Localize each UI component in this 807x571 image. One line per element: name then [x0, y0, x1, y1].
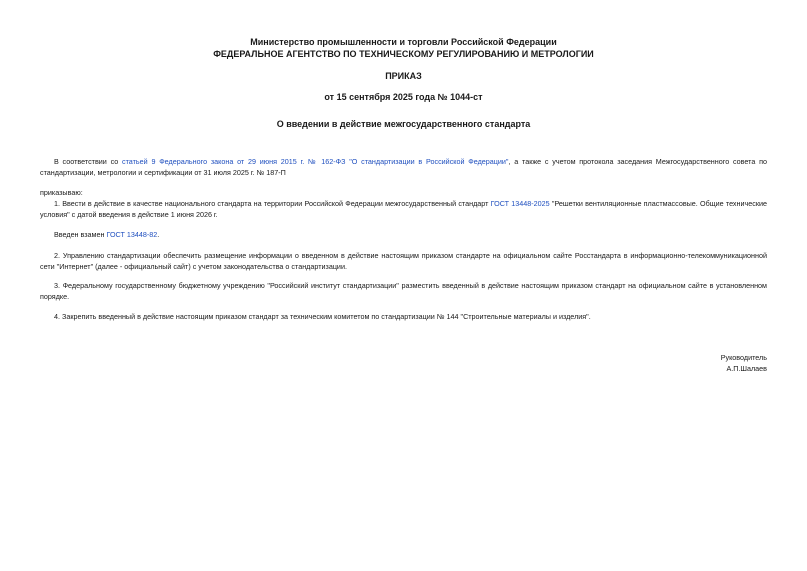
item-1-paragraph: [40, 198, 767, 220]
preamble-suffix: , а также с учетом протокола заседания Межгосударственного совета по стандартизации, метрологии и сертификации от 31 июля 2025 г. № 187-П: [40, 157, 767, 177]
signatory-title: Руководитель: [720, 353, 767, 362]
gost-13448-2025-link[interactable]: ГОСТ 13448-2025: [490, 199, 550, 208]
item-2-paragraph: 2. Управлению стандартизации обеспечить размещение информации о введенном в действие настоящим приказом стандарте на официальном сайте Росстандарта в информационно-телекоммуникационной сети "Интернет" (далее - официальный сайт) с учетом законодательства о стандартизации.: [40, 251, 767, 271]
gost-13448-82-link[interactable]: ГОСТ 13448-82: [106, 230, 158, 239]
order-subject: О введении в действие межгосударственного стандарта: [276, 119, 531, 129]
preamble-prefix: В соответствии со: [54, 157, 122, 166]
preamble-paragraph: [40, 156, 767, 178]
agency-name: ФЕДЕРАЛЬНОЕ АГЕНТСТВО ПО ТЕХНИЧЕСКОМУ РЕГУЛИРОВАНИЮ И МЕТРОЛОГИИ: [213, 49, 594, 59]
item-1-prefix: 1. Ввести в действие в качестве национального стандарта на территории Российской Федерации межгосударственный стандарт: [54, 199, 491, 208]
federal-law-link[interactable]: статьей 9 Федерального закона от 29 июня 2015 г. № 162-ФЗ "О стандартизации в Российской Федерации": [122, 157, 509, 166]
orders-word: приказываю:: [40, 188, 83, 197]
item-4-paragraph: 4. Закрепить введенный в действие настоящим приказом стандарт за техническим комитетом по стандартизации № 144 "Строительные материалы и изделия".: [54, 312, 591, 321]
ministry-name: Министерство промышленности и торговли Российской Федерации: [250, 37, 557, 47]
replaced-prefix: Введен взамен: [54, 230, 107, 239]
signatory-name: А.П.Шалаев: [726, 364, 767, 373]
document-type: ПРИКАЗ: [385, 71, 422, 81]
replaced-suffix: .: [157, 230, 160, 239]
replaced-paragraph: [40, 229, 767, 240]
item-1-suffix: "Решетки вентиляционные пластмассовые. Общие технические условия" с датой введения в действие 1 июня 2026 г.: [40, 199, 767, 219]
item-3-paragraph: 3. Федеральному государственному бюджетному учреждению "Российский институт стандартизации" разместить введенный в действие настоящим приказом стандарт на официальном сайте в установленном порядке.: [40, 281, 767, 301]
order-date-number: от 15 сентября 2025 года № 1044-ст: [324, 92, 483, 102]
